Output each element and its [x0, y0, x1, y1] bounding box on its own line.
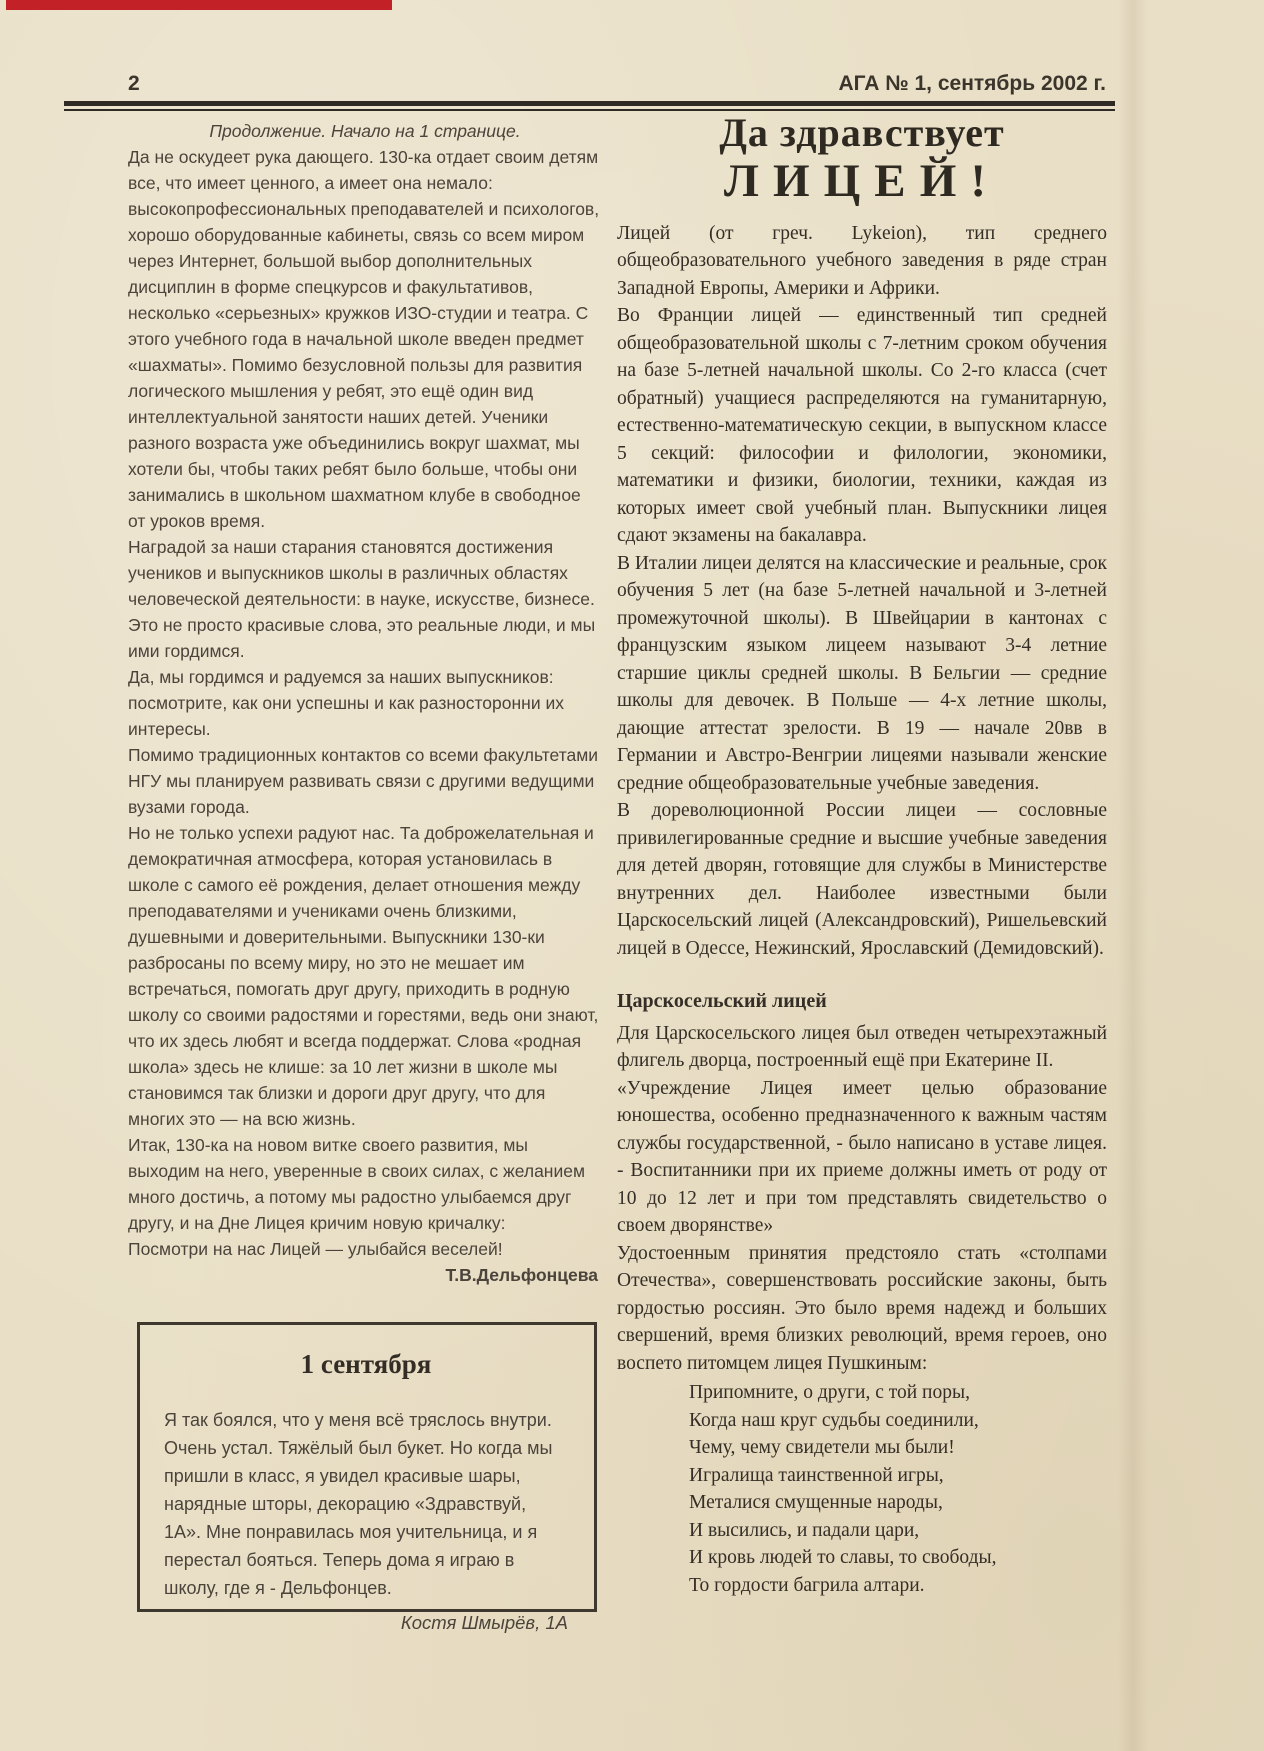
poem-line: Металися смущенные народы,	[689, 1492, 943, 1514]
poem-line: Чему, чему свидетели мы были!	[689, 1437, 955, 1459]
issue-header: АГА № 1, сентябрь 2002 г.	[838, 72, 1106, 95]
paper-crease	[1118, 0, 1148, 1751]
article-paragraph: Лицей (от греч. Lykeion), тип среднего общеобразовательного учебного заведения в ряде стран Западной Европы, Америки и Африки.	[617, 222, 1107, 299]
left-column	[128, 118, 602, 1288]
article-paragraph: Да, мы гордимся и радуемся за наших выпускников: посмотрите, как они успешны и как разносторонни их интересы.	[128, 667, 564, 739]
article-paragraph: В Италии лицеи делятся на классические и реальные, срок обучения 5 лет (на базе 5-летней начальной и 3-летней промежуточной школы). В Швейцарии в кантонах с французским языком лицеем называют 3-4 летние старшие циклы средней школы. В Бельгии — средние школы для девочек. В Польше — 4-х летние школы, дающие аттестат зрелости. В 19 — начале 20вв в Германии и Австро-Венгрии лицеями называли женские средние общеобразовательные учебные заведения.	[617, 552, 1107, 794]
september-box-signature: Костя Шмырёв, 1А	[400, 1612, 568, 1633]
september-box-body: Я так боялся, что у меня всё тряслось внутри. Очень устал. Тяжёлый был букет. Но когда мы пришли в класс, я увидел красивые шары, нарядные шторы, декорацию «Здравствуй, 1А». Мне понравилась моя учительница, и я перестал бояться. Теперь дома я играю в школу, где я - Дельфонцев.	[164, 1410, 553, 1598]
poem-line: И кровь людей то славы, то свободы,	[689, 1547, 997, 1569]
red-accent-bar	[6, 0, 392, 10]
poem-line: Когда наш круг судьбы соединили,	[689, 1409, 979, 1431]
article-paragraph: Для Царскосельского лицея был отведен четырехэтажный флигель дворца, построенный ещё при Екатерине II.	[617, 1022, 1107, 1072]
article-paragraph: В дореволюционной России лицеи — сословные привилегированные средние и высшие учебные заведения для детей дворян, готовящие для службы в Министерстве внутренних дел. Наиболее известными были Царскосельский лицей (Александровский), Ришельевский лицей в Одессе, Нежинский, Ярославский (Демидовский).	[617, 800, 1107, 959]
article-paragraph: Удостоенным принятия предстояло стать «столпами Отечества», совершенствовать российские законы, быть гордостью россиян. Это было время надежд и больших свершений, время близких революций, время героев, оно воспето питомцем лицея Пушкиным:	[617, 1242, 1107, 1374]
article-paragraph: Итак, 130-ка на новом витке своего развития, мы выходим на него, уверенные в своих силах, с желанием много достичь, а потому мы радостно улыбаемся друг другу, и на Дне Лицея кричим новую кричалку:	[128, 1135, 586, 1233]
september-box-title: 1 сентября	[300, 1349, 432, 1379]
article-paragraph: Помимо традиционных контактов со всеми факультетами НГУ мы планируем развивать связи с другими ведущими вузами города.	[128, 745, 599, 817]
lyceum-headline-line1: Да здравствует	[719, 110, 1005, 155]
article-paragraph: Во Франции лицей — единственный тип средней общеобразовательной школы с 7-летним сроком обучения на базе 5-летней начальной школы. Со 2-го класса (счет обратный) учащиеся распределяются на гуманитарную, естественно-математическую секции, в выпускном классе 5 секций: философии и филологии, экономики, математики и физики, биологии, техники, каждая из которых имеет свой учебный план. Выпускники лицея сдают экзамены на бакалавра.	[617, 305, 1107, 547]
continuation-note: Продолжение. Начало на 1 странице.	[209, 121, 521, 141]
subheading-tsarskoselsky: Царскосельский лицей	[617, 990, 827, 1013]
poem-line: Игралища таинственной игры,	[689, 1464, 944, 1486]
article-paragraph: Наградой за наши старания становятся достижения учеников и выпускников школы в различных областях человеческой деятельности: в науке, искусстве, бизнесе. Это не просто красивые слова, это реальные люди, и мы ими гордимся.	[128, 537, 596, 661]
september-box	[137, 1322, 597, 1633]
poem-line: Припомните, о други, с той поры,	[689, 1382, 970, 1404]
article-paragraph: Да не оскудеет рука дающего. 130-ка отдает своим детям все, что имеет ценного, а имеет она немало: высокопрофессиональных преподавателей и психологов, хорошо оборудованные кабинеты, связь со всем миром через Интернет, большой выбор дополнительных дисциплин в форме спецкурсов и факультативов, несколько «серьезных» кружков ИЗО-студии и театра. С этого учебного года в начальной школе введен предмет «шахматы». Помимо безусловной пользы для развития логического мышления у ребят, это ещё один вид интеллектуальной занятости наших детей. Ученики разного возраста уже объединились вокруг шахмат, мы хотели бы, чтобы таких ребят было больше, чтобы они занимались в школьном шахматном клубе в свободное от уроков время.	[128, 147, 600, 531]
poem-line: И высились, и падали цари,	[689, 1519, 920, 1541]
poem-line: То гордости багрила алтари.	[689, 1574, 925, 1596]
author-signature: Т.В.Дельфонцева	[445, 1265, 598, 1285]
right-column	[617, 110, 1107, 1599]
article-paragraph: «Учреждение Лицея имеет целью образование юношества, особенно предназначенного к важным частям службы государственной, - было написано в уставе лицея. - Воспитанники при их приеме должны иметь от роду от 10 до 12 лет и при том представлять свидетельство о своем дворянстве»	[617, 1077, 1107, 1237]
page-number: 2	[128, 72, 140, 95]
lyceum-headline-line2: ЛИЦЕЙ!	[723, 155, 1001, 207]
pushkin-poem	[689, 1379, 1107, 1599]
header-rule-thick	[64, 101, 1115, 106]
article-paragraph: Но не только успехи радуют нас. Та доброжелательная и демократичная атмосфера, которая установилась в школе с самого её рождения, делает отношения между преподавателями и учениками очень близкими, душевными и доверительными. Выпускники 130-ки разбросаны по всему миру, но это не мешает им встречаться, помогать друг другу, приходить в родную школу со своими радостями и горестями, ведь они знают, что их здесь любят и всегда поддержат. Слова «родная школа» здесь не клише: за 10 лет жизни в школе мы становимся так близки и дороги друг другу, что для многих это — на всю жизнь.	[128, 823, 599, 1129]
article-paragraph: Посмотри на нас Лицей — улыбайся веселей!	[128, 1239, 503, 1259]
